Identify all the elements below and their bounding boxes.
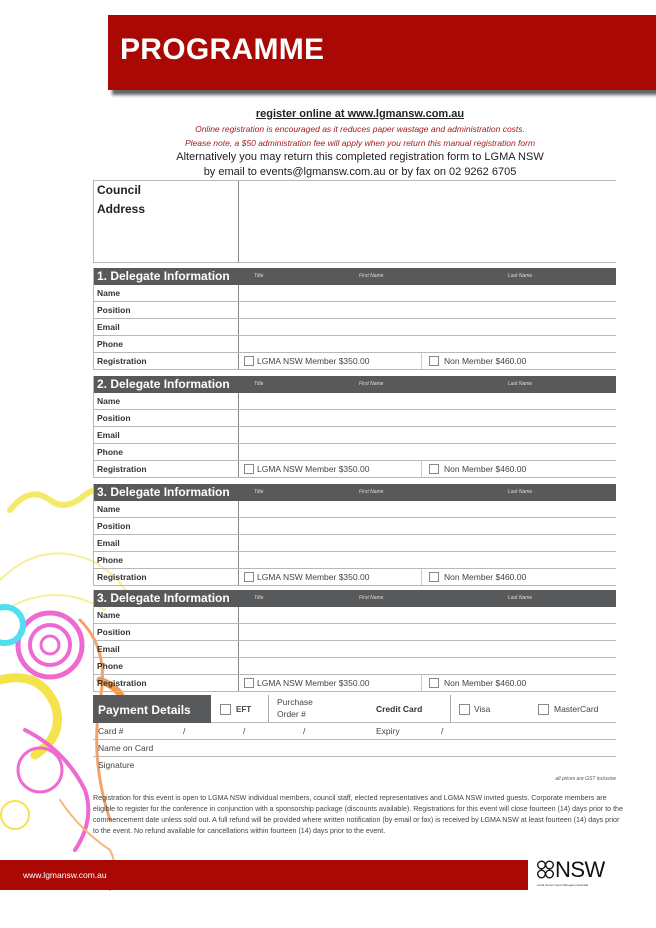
- email-row: [94, 535, 616, 552]
- card-separator: /: [183, 726, 186, 736]
- non-member-checkbox[interactable]: [429, 356, 439, 366]
- return-instructions-line1: Alternatively you may return this completed registration form to LGMA NSW: [176, 151, 544, 163]
- credit-card-label: Credit Card: [376, 704, 423, 714]
- payment-heading: Payment Details: [98, 703, 191, 717]
- email-field[interactable]: [240, 535, 616, 551]
- name-field[interactable]: [240, 393, 616, 409]
- name-label: Name: [97, 504, 121, 514]
- name-row: [94, 607, 616, 624]
- email-field[interactable]: [240, 319, 616, 335]
- member-option-label: LGMA NSW Member $350.00: [257, 678, 370, 688]
- email-label: Email: [97, 644, 120, 654]
- registration-label: Registration: [97, 678, 147, 688]
- position-label: Position: [97, 627, 131, 637]
- name-field[interactable]: [240, 285, 616, 301]
- registration-row: [94, 569, 616, 586]
- position-label: Position: [97, 413, 131, 423]
- logo-tagline: Local Government Managers Australia: [537, 883, 589, 887]
- non-member-option-label: Non Member $460.00: [444, 678, 527, 688]
- visa-checkbox[interactable]: [459, 704, 470, 715]
- non-member-option-label: Non Member $460.00: [444, 464, 527, 474]
- last-name-column-label: Last Name: [508, 273, 533, 279]
- delegate-section: [93, 590, 616, 692]
- visa-label: Visa: [474, 704, 491, 714]
- non-member-checkbox[interactable]: [429, 678, 439, 688]
- name-label: Name: [97, 396, 121, 406]
- gst-note: all prices are GST inclusive: [555, 776, 616, 782]
- name-label: Name: [97, 288, 121, 298]
- phone-label: Phone: [97, 447, 123, 457]
- member-checkbox[interactable]: [244, 356, 254, 366]
- return-instructions-line2: by email to events@lgmansw.com.au or by fax on 02 9262 6705: [203, 166, 517, 178]
- email-field[interactable]: [240, 427, 616, 443]
- member-checkbox[interactable]: [244, 572, 254, 582]
- non-member-option-label: Non Member $460.00: [444, 356, 527, 366]
- first-name-column-label: First Name: [359, 489, 384, 495]
- title-column-label: Title: [254, 273, 264, 279]
- council-field[interactable]: [240, 181, 616, 201]
- phone-row: [94, 336, 616, 353]
- phone-field[interactable]: [240, 552, 616, 568]
- name-field[interactable]: [240, 501, 616, 517]
- name-on-card-row[interactable]: [93, 740, 616, 757]
- position-label: Position: [97, 521, 131, 531]
- first-name-column-label: First Name: [359, 595, 384, 601]
- non-member-checkbox[interactable]: [429, 572, 439, 582]
- member-option-label: LGMA NSW Member $350.00: [257, 356, 370, 366]
- email-row: [94, 641, 616, 658]
- first-name-column-label: First Name: [359, 381, 384, 387]
- registration-row: [94, 675, 616, 692]
- register-online-link[interactable]: register online at www.lgmansw.com.au: [255, 108, 465, 120]
- delegate-section-header: [94, 590, 616, 607]
- delegate-section-header: [94, 484, 616, 501]
- registration-row: [94, 461, 616, 478]
- delegate-section: [93, 376, 616, 478]
- mastercard-checkbox[interactable]: [538, 704, 549, 715]
- payment-header-row: [93, 695, 616, 723]
- name-row: [94, 501, 616, 518]
- last-name-column-label: Last Name: [508, 381, 533, 387]
- delegate-section: [93, 484, 616, 586]
- council-label: Council: [97, 183, 141, 197]
- registration-label: Registration: [97, 464, 147, 474]
- online-encouraged-note: Online registration is encouraged as it reduces paper wastage and administration costs.: [195, 124, 525, 134]
- non-member-checkbox[interactable]: [429, 464, 439, 474]
- phone-label: Phone: [97, 661, 123, 671]
- mastercard-label: MasterCard: [554, 704, 599, 714]
- name-on-card-label: Name on Card: [98, 743, 154, 753]
- address-field[interactable]: [240, 201, 616, 262]
- phone-row: [94, 444, 616, 461]
- member-option-label: LGMA NSW Member $350.00: [257, 572, 370, 582]
- position-field[interactable]: [240, 410, 616, 426]
- position-row: [94, 518, 616, 535]
- registration-row: [94, 353, 616, 370]
- lgma-logo-icon: [537, 860, 554, 880]
- position-field[interactable]: [240, 624, 616, 640]
- page-title: PROGRAMME: [120, 33, 325, 66]
- member-checkbox[interactable]: [244, 464, 254, 474]
- member-checkbox[interactable]: [244, 678, 254, 688]
- position-row: [94, 302, 616, 319]
- phone-label: Phone: [97, 555, 123, 565]
- position-row: [94, 410, 616, 427]
- phone-row: [94, 658, 616, 675]
- signature-label: Signature: [98, 760, 135, 770]
- delegate-heading: 3. Delegate Information: [97, 591, 230, 605]
- address-label: Address: [97, 202, 146, 216]
- lgma-logo: [537, 857, 617, 892]
- last-name-column-label: Last Name: [508, 489, 533, 495]
- footer-bar: [0, 860, 528, 890]
- email-label: Email: [97, 538, 120, 548]
- footer-url-link[interactable]: www.lgmansw.com.au: [23, 870, 107, 880]
- title-column-label: Title: [254, 381, 264, 387]
- email-row: [94, 427, 616, 444]
- divider: [238, 181, 239, 262]
- email-field[interactable]: [240, 641, 616, 657]
- payment-details-section: [93, 695, 616, 774]
- expiry-label: Expiry: [376, 726, 400, 736]
- eft-checkbox[interactable]: [220, 704, 231, 715]
- delegate-section-header: [94, 376, 616, 393]
- position-label: Position: [97, 305, 131, 315]
- email-row: [94, 319, 616, 336]
- payment-heading-box: [93, 695, 211, 723]
- delegate-heading: 1. Delegate Information: [97, 269, 230, 283]
- card-number-label: Card #: [98, 726, 124, 736]
- phone-field[interactable]: [240, 444, 616, 460]
- expiry-separator: /: [441, 726, 444, 736]
- position-field[interactable]: [240, 518, 616, 534]
- title-column-label: Title: [254, 595, 264, 601]
- logo-text: NSW: [555, 857, 605, 882]
- first-name-column-label: First Name: [359, 273, 384, 279]
- phone-field[interactable]: [240, 336, 616, 352]
- phone-label: Phone: [97, 339, 123, 349]
- delegate-heading: 3. Delegate Information: [97, 485, 230, 499]
- purchase-order-label-2: Order #: [277, 709, 306, 719]
- admin-fee-note: Please note, a $50 administration fee will apply when you return this manual registration form: [184, 138, 536, 148]
- position-field[interactable]: [240, 302, 616, 318]
- eft-label: EFT: [236, 705, 252, 714]
- email-label: Email: [97, 430, 120, 440]
- registration-label: Registration: [97, 572, 147, 582]
- name-row: [94, 393, 616, 410]
- position-row: [94, 624, 616, 641]
- name-label: Name: [97, 610, 121, 620]
- non-member-option-label: Non Member $460.00: [444, 572, 527, 582]
- purchase-order-label-1: Purchase: [277, 697, 313, 707]
- intro-section: [150, 107, 570, 180]
- card-separator: /: [303, 726, 306, 736]
- card-number-row[interactable]: [93, 723, 616, 740]
- phone-row: [94, 552, 616, 569]
- council-address-block: [93, 180, 616, 263]
- terms-paragraph: Registration for this event is open to LGMA NSW individual members, council staff, elected representatives and LGMA NSW invited guests. Corporate members are eligible to register for the conference in conjunction with a sponsorship package (discounts available). Registrations for this event will close fourteen (14) days prior to the commencement date unless sold out. A full refund will be provided where written notification (by email or fax) is received by LGMA NSW at least fourteen (14) days prior to the event. No refund available for cancellations within fourteen (14) days prior to the event.: [93, 794, 623, 835]
- signature-row[interactable]: [93, 757, 616, 774]
- name-row: [94, 285, 616, 302]
- delegate-heading: 2. Delegate Information: [97, 377, 230, 391]
- email-label: Email: [97, 322, 120, 332]
- registration-label: Registration: [97, 356, 147, 366]
- delegate-section: [93, 268, 616, 370]
- card-separator: /: [243, 726, 246, 736]
- name-field[interactable]: [240, 607, 616, 623]
- last-name-column-label: Last Name: [508, 595, 533, 601]
- member-option-label: LGMA NSW Member $350.00: [257, 464, 370, 474]
- delegate-section-header: [94, 268, 616, 285]
- phone-field[interactable]: [240, 658, 616, 674]
- header-banner: [108, 15, 656, 90]
- title-column-label: Title: [254, 489, 264, 495]
